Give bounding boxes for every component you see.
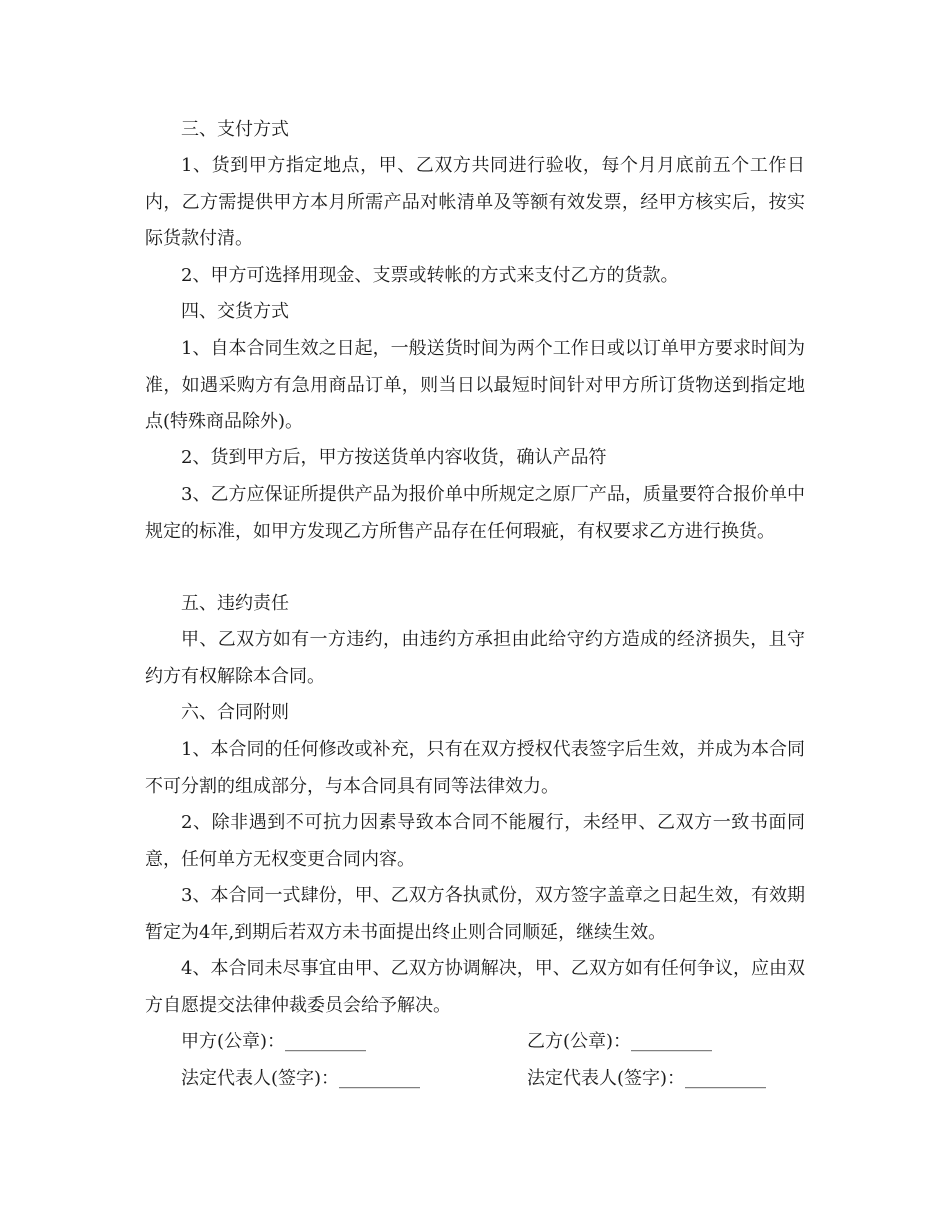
section-heading-liability: 五、违约责任 xyxy=(181,593,289,614)
supplementary-clause-2: 2、除非遇到不可抗力因素导致本合同不能履行，未经甲、乙双方一致书面同意，任何单方无权变更合同内容。 xyxy=(145,812,805,870)
party-a-representative-line: 法定代表人(签字)：_________ xyxy=(181,1068,421,1089)
liability-clause: 甲、乙双方如有一方违约，由违约方承担由此给守约方造成的经济损失，且守约方有权解除本合同。 xyxy=(145,629,805,687)
delivery-clause-3: 3、乙方应保证所提供产品为报价单中所规定之原厂产品，质量要符合报价单中规定的标准，如甲方发现乙方所售产品存在任何瑕疵，有权要求乙方进行换货。 xyxy=(145,484,805,542)
party-b-representative-line: 法定代表人(签字)：_________ xyxy=(527,1068,767,1089)
supplementary-clause-4: 4、本合同未尽事宜由甲、乙双方协调解决，甲、乙双方如有任何争议，应由双方自愿提交法律仲裁委员会给予解决。 xyxy=(145,958,805,1016)
delivery-clause-1: 1、自本合同生效之日起，一般送货时间为两个工作日或以订单甲方要求时间为准，如遇采购方有急用商品订单，则当日以最短时间针对甲方所订货物送到指定地点(特殊商品除外)。 xyxy=(145,338,805,432)
delivery-clause-2: 2、货到甲方后，甲方按送货单内容收货，确认产品符 xyxy=(181,447,607,468)
section-heading-supplementary: 六、合同附则 xyxy=(181,702,289,723)
supplementary-clause-3: 3、本合同一式肆份，甲、乙双方各执贰份，双方签字盖章之日起生效，有效期暂定为4年,到期后若双方未书面提出终止则合同顺延，继续生效。 xyxy=(145,885,805,943)
section-heading-payment: 三、支付方式 xyxy=(181,119,289,140)
party-b-seal-line: 乙方(公章)：_________ xyxy=(527,1031,713,1052)
payment-clause-1: 1、货到甲方指定地点，甲、乙双方共同进行验收，每个月月底前五个工作日内，乙方需提供甲方本月所需产品对帐清单及等额有效发票，经甲方核实后，按实际货款付清。 xyxy=(145,155,805,249)
section-heading-delivery: 四、交货方式 xyxy=(181,301,289,322)
supplementary-clause-1: 1、本合同的任何修改或补充，只有在双方授权代表签字后生效，并成为本合同不可分割的组成部分，与本合同具有同等法律效力。 xyxy=(145,739,805,797)
payment-clause-2: 2、甲方可选择用现金、支票或转帐的方式来支付乙方的货款。 xyxy=(181,265,679,286)
party-a-seal-line: 甲方(公章)：_________ xyxy=(181,1031,367,1052)
